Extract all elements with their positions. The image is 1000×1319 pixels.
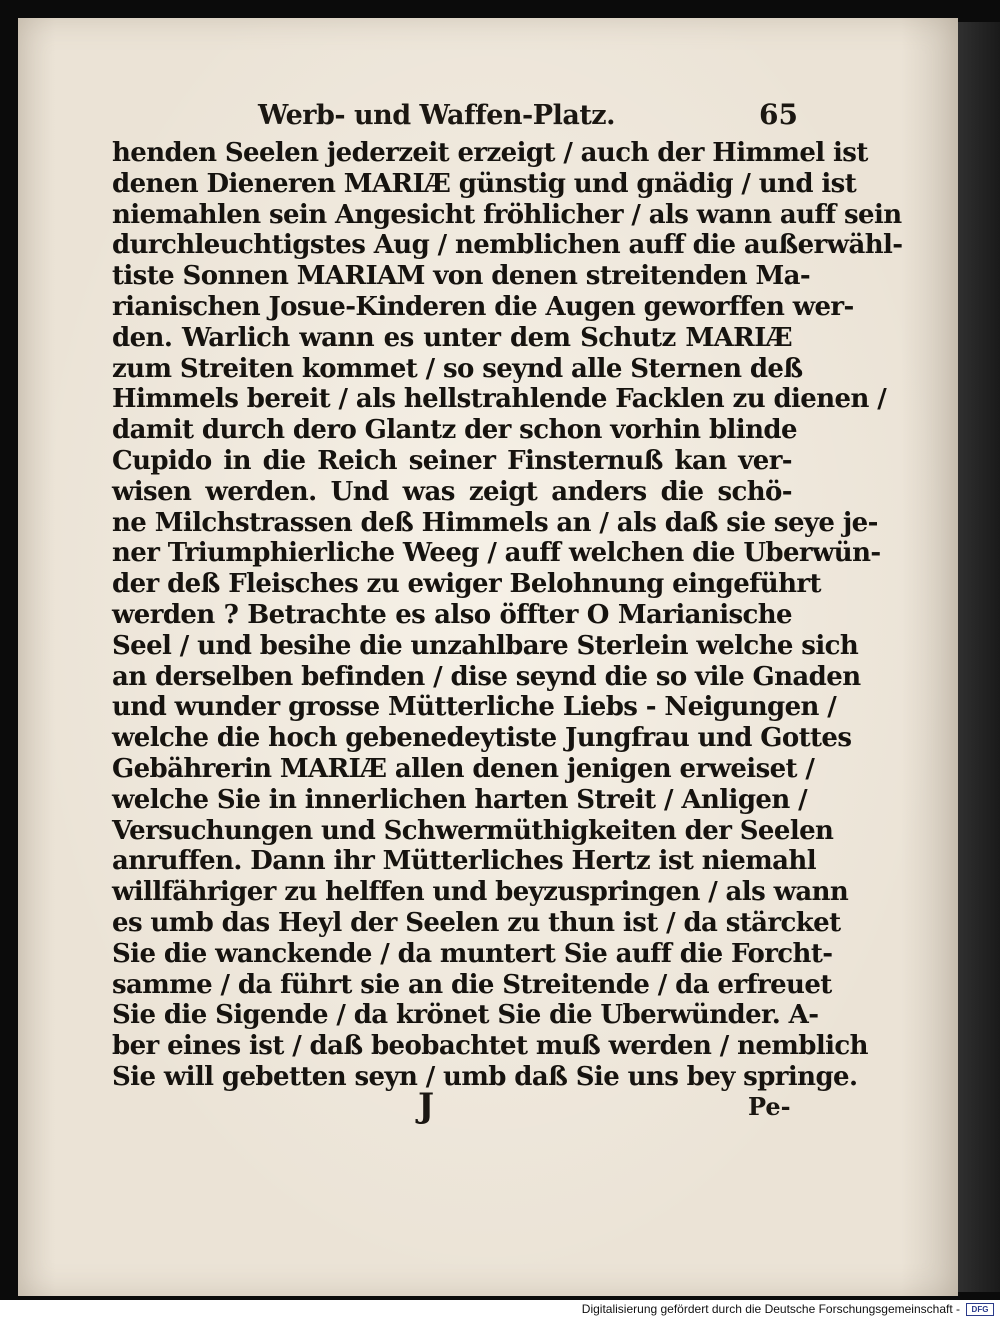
text-line: werden ? Betrachte es also öffter O Marianische: [112, 599, 792, 630]
running-header: [258, 96, 798, 136]
signature-mark: J: [418, 1086, 435, 1126]
text-line: niemahlen sein Angesicht fröhlicher / als wann auff sein: [112, 199, 902, 230]
text-line: zum Streiten kommet / so seynd alle Sternen deß: [112, 353, 803, 384]
footer-bar: [0, 1300, 1000, 1319]
text-line: wisen werden. Und was zeigt anders die schö-: [112, 476, 792, 507]
text-line: damit durch dero Glantz der schon vorhin blinde: [112, 415, 797, 446]
text-line: Cupido in die Reich seiner Finsternuß kan ver-: [112, 445, 792, 476]
text-line: Himmels bereit / als hellstrahlende Facklen zu dienen /: [112, 384, 887, 415]
text-line: welche die hoch gebenedeytiste Jungfrau und Gottes: [112, 723, 852, 754]
text-line: Gebährerin MARIÆ allen denen jenigen erweiset /: [112, 753, 815, 784]
text-line: durchleuchtigstes Aug / nemblichen auff die außerwähl-: [112, 230, 903, 261]
text-line: Sie will gebetten seyn / umb daß Sie uns bey springe.: [112, 1061, 858, 1092]
text-line: Seel / und besihe die unzahlbare Sterlein welche sich: [112, 630, 859, 661]
dfg-logo-icon: DFG: [966, 1303, 994, 1316]
text-line: willfähriger zu helffen und beyzuspringen / als wann: [112, 877, 849, 908]
text-line: samme / da führt sie an die Streitende / da erfreuet: [112, 969, 832, 1000]
text-line: rianischen Josue-Kinderen die Augen geworffen wer-: [112, 291, 854, 322]
funding-credit: Digitalisierung gefördert durch die Deutsche Forschungsgemeinschaft -: [581, 1302, 960, 1316]
text-line: denen Dieneren MARIÆ günstig und gnädig / und ist: [112, 168, 857, 199]
text-line: der deß Fleisches zu ewiger Belohnung eingeführt: [112, 569, 821, 600]
text-line: ber eines ist / daß beobachtet muß werden / nemblich: [112, 1031, 868, 1062]
text-line: den. Warlich wann es unter dem Schutz MARIÆ: [112, 322, 792, 353]
text-line: an derselben befinden / dise seynd die so vile Gnaden: [112, 661, 861, 692]
text-line: und wunder grosse Mütterliche Liebs - Neigungen /: [112, 692, 837, 723]
text-line: ner Triumphierliche Weeg / auff welchen die Uberwün-: [112, 538, 881, 569]
page-number: 65: [759, 98, 798, 131]
body-text: [112, 138, 903, 1093]
text-line: henden Seelen jederzeit erzeigt / auch der Himmel ist: [112, 138, 868, 168]
text-line: anruffen. Dann ihr Mütterliches Hertz ist niemahl: [112, 846, 816, 877]
text-line: ne Milchstrassen deß Himmels an / als daß sie seye je-: [112, 507, 878, 538]
text-line: es umb das Heyl der Seelen zu thun ist / da stärcket: [112, 907, 841, 938]
running-title: Werb- und Waffen-Platz.: [258, 100, 616, 131]
text-line: tiste Sonnen MARIAM von denen streitenden Ma-: [112, 261, 811, 292]
text-line: Sie die Sigende / da krönet Sie die Uberwünder. A-: [112, 1000, 819, 1031]
text-line: Versuchungen und Schwermüthigkeiten der Seelen: [112, 815, 834, 846]
text-line: welche Sie in innerlichen harten Streit / Anligen /: [112, 784, 807, 815]
text-line: Sie die wanckende / da muntert Sie auff die Forcht-: [112, 938, 833, 969]
catchword: Pe-: [748, 1092, 791, 1121]
